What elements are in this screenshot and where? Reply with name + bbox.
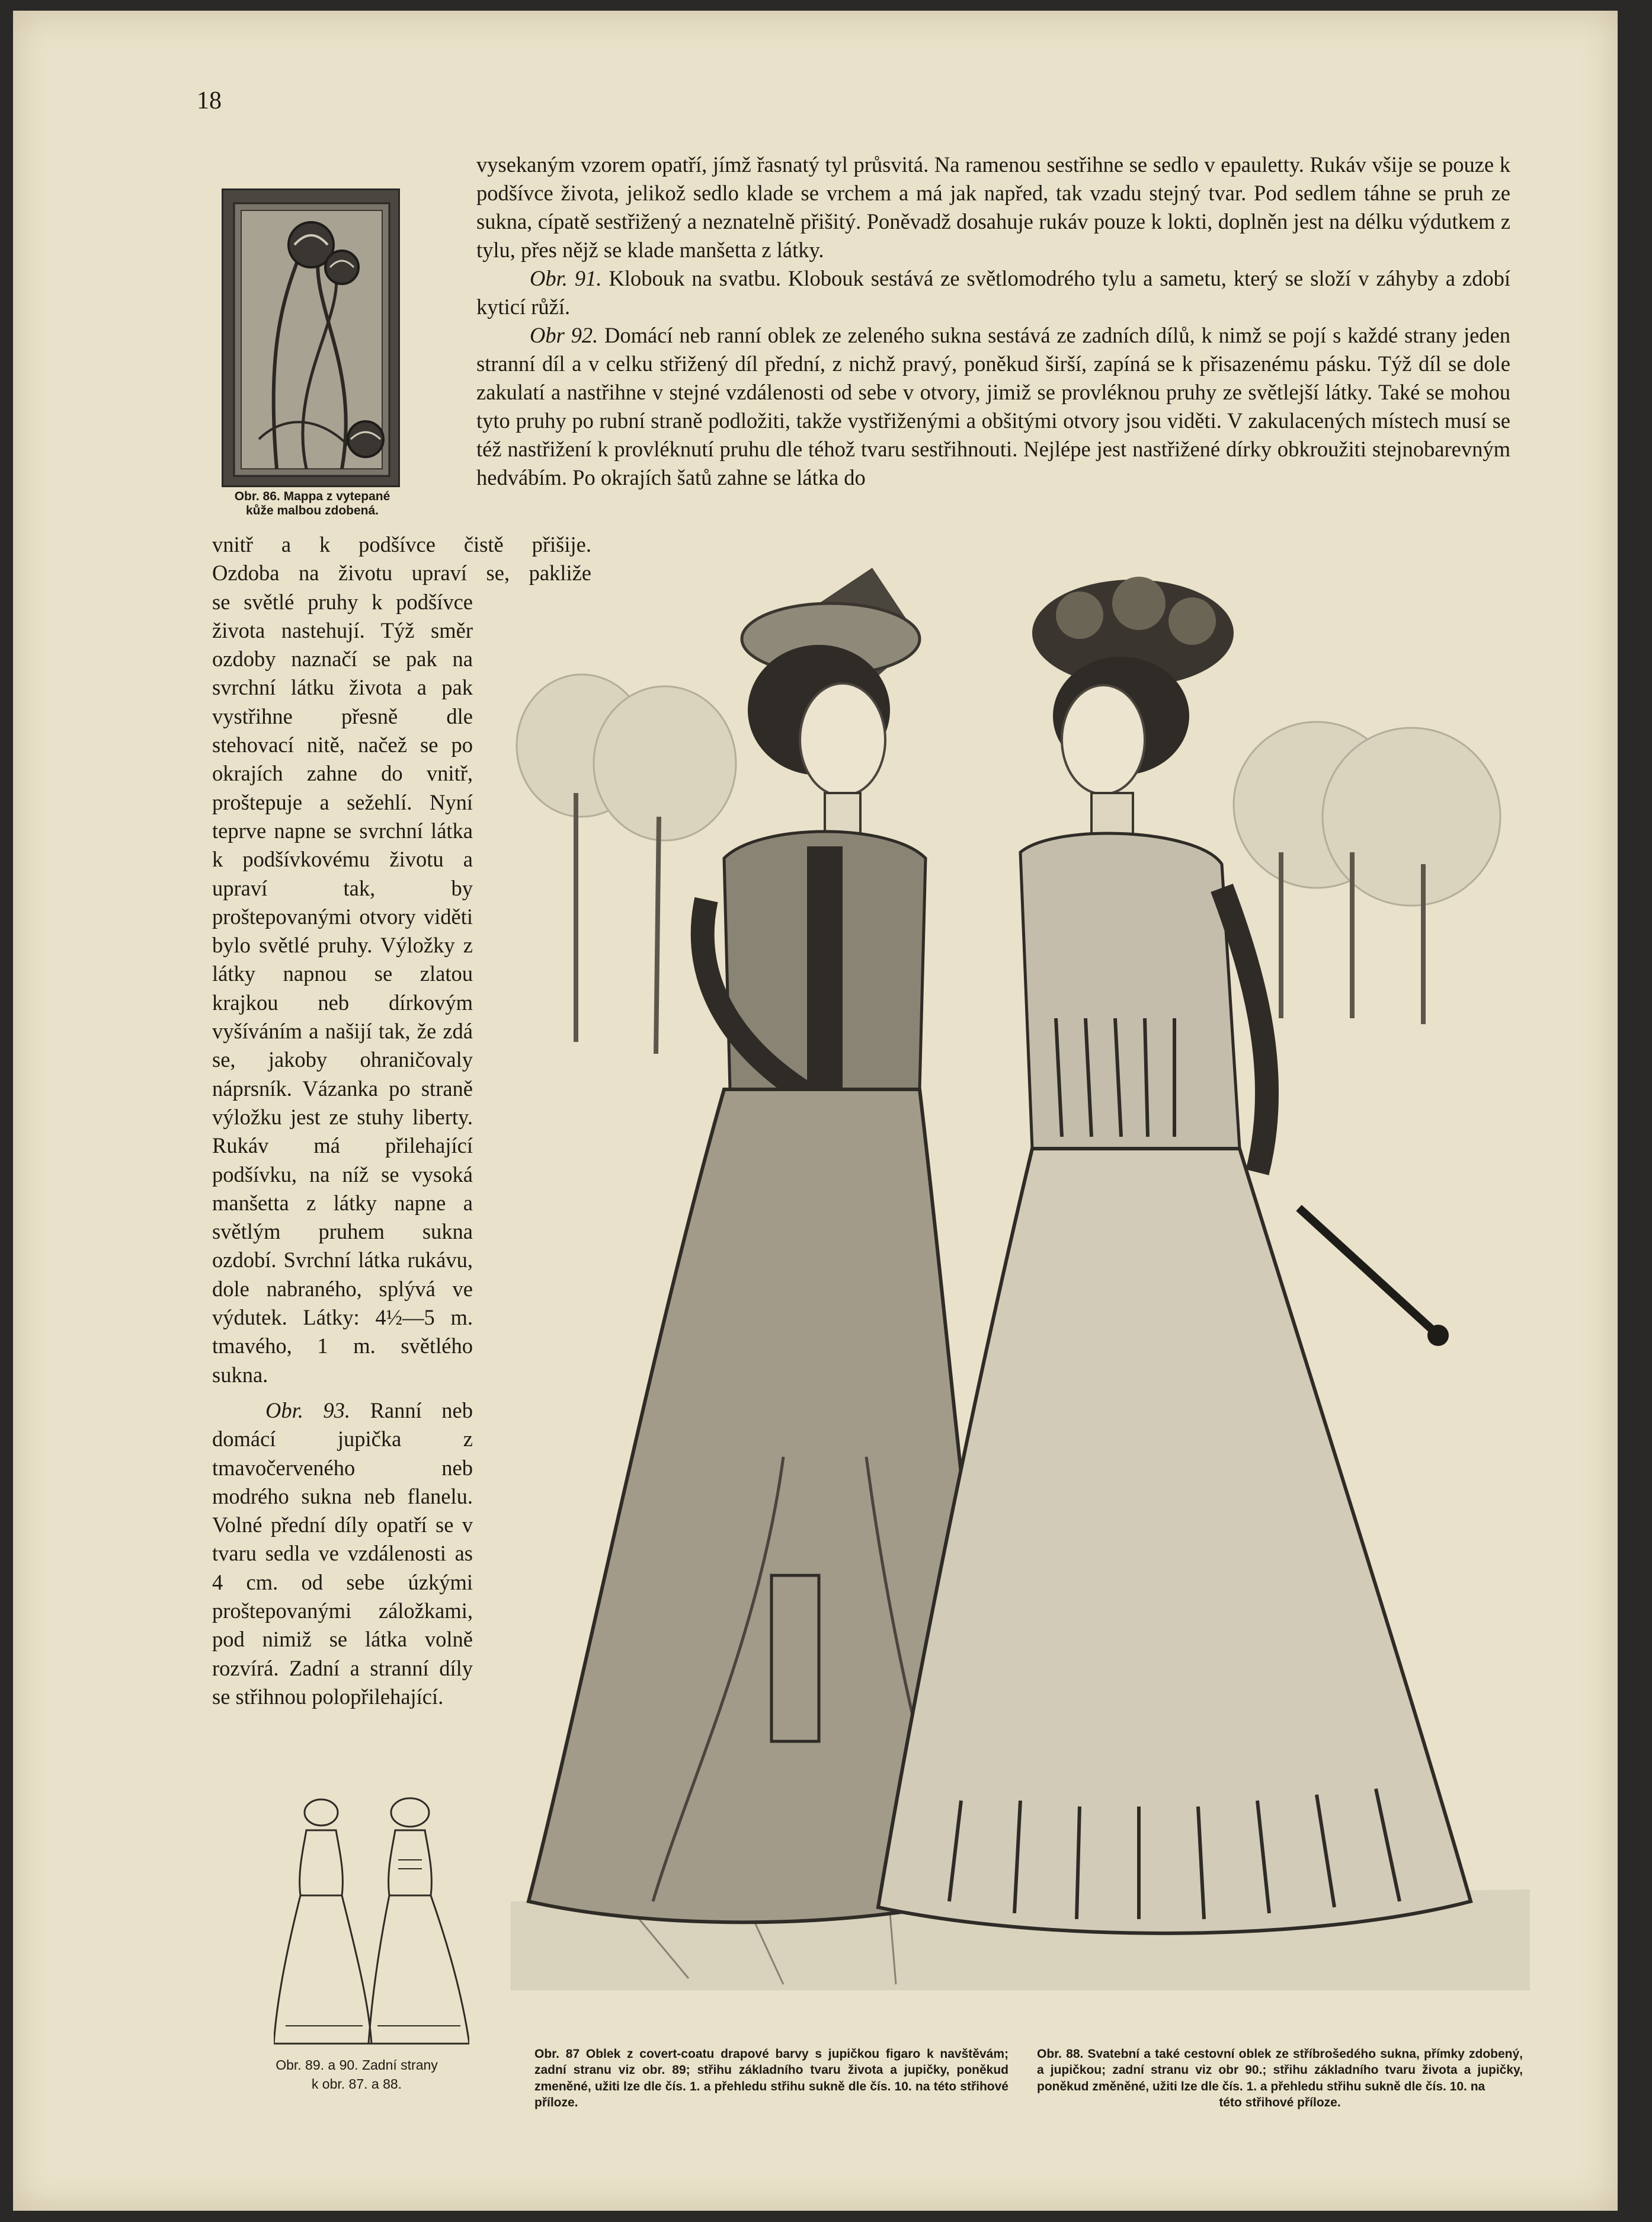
left-line-1: vnitř a k podšívce čistě přišije. — [212, 532, 591, 557]
top-paragraph-3-text: Domácí neb ranní oblek ze zeleného sukna sestává ze zadních dílů, k nimž se pojí s každé strany jeden stranní díl a v celku střižený díl přední, z nichž pravý, poněkud širší, zapíná se k přisazenému pásku. Týž díl se dole zakulatí a nastřihne v stejné vzdálenosti od sebe v otvory, jimiž se provléknou pruhy ze světlejší látky. Také se mohou tyto pruhy po rubní straně podložiti, takže vystřiženými a obšitými otvory jsou viděti. V zakulacených místech musí se též nastřižení k provléknutí pruhu dle téhož tvaru sestřihnouti. Nejlépe jest nastřižené dírky obkroužiti stejnobarevným hedvábím. Po okrajích šatů zahne se látka do — [476, 323, 1510, 490]
figure-89-90-caption-line2: k obr. 87. a 88. — [311, 2076, 402, 2092]
left-paragraph-2-text: Ranní neb domácí jupička z tmavočerveného neb modrého sukna neb flanelu. Volné přední díly opatří se v tvaru sedla ve vzdálenosti as 4 cm. od sebe úzkými proštepovanými záložkami, pod nimiž se látka volně rozvírá. Zadní a stranní díly se střihnou polopřilehající. — [212, 1398, 473, 1709]
figure-88-caption-last: této střihové příloze. — [1219, 2095, 1341, 2109]
top-paragraph-2 — [476, 264, 1510, 321]
figure-86-caption-line2: kůže malbou zdobená. — [245, 504, 379, 518]
figure-88-caption-text: Obr. 88. Svatební a také cestovní oblek ze stříbrošedého sukna, přímky zdobený, a jupičkou; zadní stranu viz obr 90.; střihu základního tvaru života a jupičky, poněkud změněné, užiti lze dle čís. 1. a přehledu střihu sukně dle čís. 10. na — [1037, 2047, 1523, 2093]
figure-86-caption-line1: Obr. 86. Mappa z vytepané — [234, 490, 390, 503]
figure-92-label: Obr 92. — [530, 323, 598, 347]
figure-89-90-caption-line1: Obr. 89. a 90. Zadní strany — [276, 2057, 438, 2073]
figure-93-label: Obr. 93. — [265, 1398, 351, 1422]
top-text-column — [476, 151, 1510, 492]
figure-87-caption: Obr. 87 Oblek z covert-coatu drapové barvy s jupičkou figaro k navštěvám; zadní stranu viz obr. 89; střihu základního tvaru života a jupičky, poněkud zmeněné, užiti lze dle čís. 1. a přehledu střihu sukně dle čís. 10. na této střihové příloze. — [534, 2047, 1009, 2109]
figure-89-90-caption — [226, 2055, 487, 2093]
figure-88-caption — [1037, 2046, 1523, 2111]
top-paragraph-1: vysekaným vzorem opatří, jímž řasnatý tyl průsvitá. Na ramenou sestřihne se sedlo v epauletty. Rukáv všije se pouze k podšívce života, jelikož sedlo klade se vrchem a má jak napřed, tak vzadu stejný tvar. Pod sedlem táhne se pruh ze sukna, cípatě sestřižený a neznatelně přišitý. Poněvadž dosahuje rukáv pouze k lokti, doplněn jest na délku výdutkem z tylu, přes nějž se klade manšetta z látky. — [476, 152, 1510, 262]
top-paragraph-2-text: Klobouk na svatbu. Klobouk sestává ze světlomodrého tylu a sametu, který se složí v záhyby a zdobí kyticí růží. — [476, 266, 1510, 319]
left-paragraph-2 — [212, 1396, 473, 1711]
figure-91-label: Obr. 91. — [530, 266, 602, 290]
fashion-illustration-two-women — [511, 568, 1530, 1990]
back-view-illustration — [274, 1789, 469, 2050]
figure-86-caption — [203, 490, 422, 518]
page-number: 18 — [197, 87, 222, 114]
left-paragraph-1: se světlé pruhy k podšívce života nastehují. Týž směr ozdoby naznačí se pak na svrchní látku života a pak vystřihne přesně dle stehovací nitě, načež se po okrajích zahne do vnitř, proštepuje a sežehlí. Nyní teprve napne se svrchní látka k podšívkovému životu a upraví tak, by proštepovanými otvory viděti bylo světlé pruhy. Výložky z látky napnou se zlatou krajkou neb dírkovým vyšíváním a našijí tak, že zdá se, jakoby ohraničovaly náprsník. Vázanka po straně výložku jest ze stuhy liberty. Rukáv má přilehající podšívku, na níž se vysoká manšetta z látky napne a světlým pruhem sukna ozdobí. Svrchní látka rukávu, dole nabraného, splývá ve výdutek. Látky: 4½—5 m. tmavého, 1 m. světlého sukna. — [212, 589, 473, 1387]
magazine-page — [13, 11, 1618, 2211]
leather-folder-illustration — [222, 188, 400, 487]
top-paragraph-3 — [476, 321, 1510, 492]
left-line-2: Ozdoba na životu upraví se, pakliže — [212, 561, 591, 586]
left-text-column — [212, 530, 591, 1711]
